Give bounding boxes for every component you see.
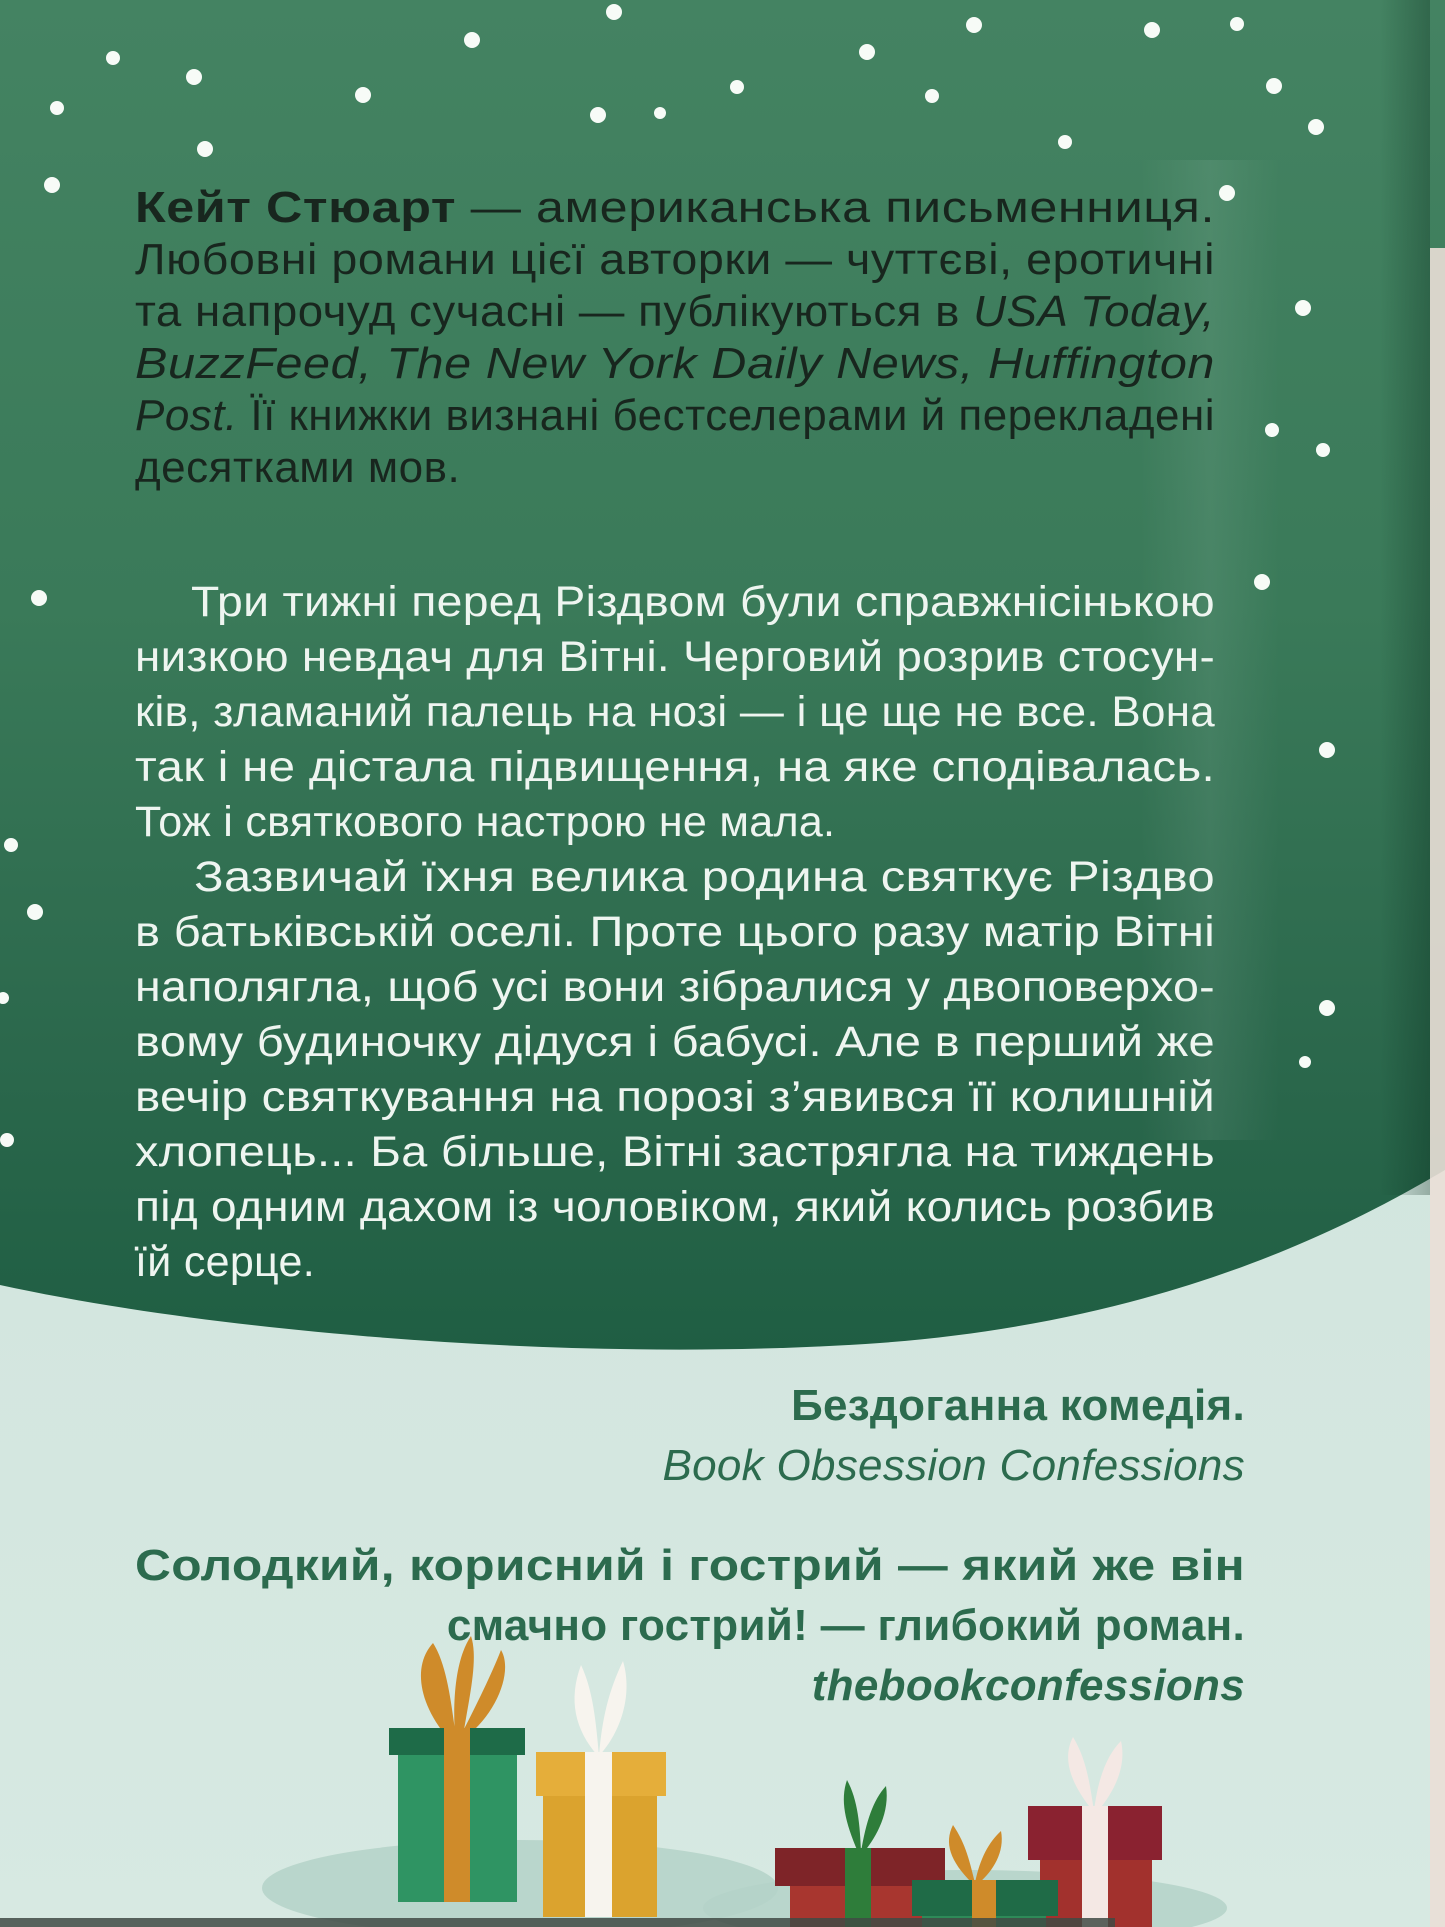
snow-dot xyxy=(106,51,120,65)
text-line: хлопець... Ба більше, Вітні застрягла на тиждень xyxy=(135,1128,1215,1176)
snow-dot xyxy=(1299,1056,1311,1068)
review-quote-1 xyxy=(135,1376,1245,1496)
text-line: смачно гострий! — глибокий роман. xyxy=(446,1601,1245,1650)
gift-ribbon xyxy=(585,1752,612,1917)
snow-dot xyxy=(186,69,202,85)
snow-dot xyxy=(464,32,480,48)
text-line: Зазвичай їхня велика родина святкує Різдво xyxy=(194,853,1215,901)
snow-dot xyxy=(1308,119,1324,135)
text-line: BuzzFeed, The New York Daily News, Huffington xyxy=(135,339,1215,388)
text-line: вечір святкування на порозі з’явився її колишній xyxy=(135,1073,1215,1121)
text-line: та напрочуд сучасні — публікуються в USA Today, xyxy=(135,287,1215,336)
synopsis-paragraph-2 xyxy=(135,850,1215,1290)
text-line: так і не дістала підвищення, на яке сподівалась. xyxy=(135,743,1215,791)
text-line: Любовні романи цієї авторки — чуттєві, еротичні xyxy=(135,235,1215,284)
snow-dot xyxy=(1144,22,1160,38)
snow-dot xyxy=(1316,443,1330,457)
snow-dot xyxy=(859,44,875,60)
snow-dot xyxy=(966,17,982,33)
snow-dot xyxy=(1319,1000,1335,1016)
snow-dot xyxy=(1265,423,1279,437)
text-line: Post. Її книжки визнані бестселерами й перекладені xyxy=(135,391,1215,440)
snow-dot xyxy=(50,101,64,115)
author-bio xyxy=(135,182,1215,494)
snow-dot xyxy=(1266,78,1282,94)
snow-dot xyxy=(1254,574,1270,590)
review-quote-2 xyxy=(135,1536,1245,1716)
text-line: десятками мов. xyxy=(135,443,461,492)
text-line: ків, зламаний палець на нозі — і це ще не все. Вона xyxy=(135,688,1215,736)
bottom-edge-strip xyxy=(0,1918,1115,1927)
text-line: Три тижні перед Різдвом були справжнісінькою xyxy=(191,578,1215,626)
snow-dot xyxy=(4,838,18,852)
snow-dot xyxy=(1219,185,1235,201)
snow-dot xyxy=(730,80,744,94)
text-line: Book Obsession Confessions xyxy=(662,1441,1245,1490)
snow-dot xyxy=(590,107,606,123)
snow-dot xyxy=(355,87,371,103)
right-edge-shade xyxy=(1380,0,1430,1195)
snow-dot xyxy=(27,904,43,920)
snow-dot xyxy=(197,141,213,157)
snow-dot xyxy=(0,1133,14,1147)
gift-ribbon xyxy=(1082,1806,1108,1927)
text-line: їй серце. xyxy=(135,1238,315,1286)
gift-ribbon xyxy=(845,1848,871,1927)
gift-ribbon xyxy=(444,1728,470,1902)
snow-dot xyxy=(925,89,939,103)
snow-dot xyxy=(1058,135,1072,149)
snow-dot xyxy=(606,4,622,20)
page-edge-strip xyxy=(1430,248,1445,1927)
text-line: Тож і святкового настрою не мала. xyxy=(135,798,836,846)
synopsis-paragraph-1 xyxy=(135,575,1215,850)
text-line: під одним дахом із чоловіком, який колись розбив xyxy=(135,1183,1215,1231)
snow-dot xyxy=(1230,17,1244,31)
text-line: Солодкий, корисний і гострий — який же він xyxy=(135,1541,1245,1590)
text-line: в батьківській оселі. Проте цього разу матір Вітні xyxy=(135,908,1215,956)
text-line: Бездоганна комедія. xyxy=(791,1381,1245,1430)
text-line: наполягла, щоб усі вони зібралися у двоповерхо- xyxy=(135,963,1215,1011)
text-line: вому будиночку дідуся і бабусі. Але в перший же xyxy=(135,1018,1215,1066)
snow-dot xyxy=(31,590,47,606)
text-line: Кейт Стюарт — американська письменниця. xyxy=(135,183,1215,232)
snow-dot xyxy=(1319,742,1335,758)
snow-dot xyxy=(44,177,60,193)
snow-dot xyxy=(1295,300,1311,316)
text-line: низкою невдач для Вітні. Черговий розрив стосун- xyxy=(135,633,1215,681)
snow-dot xyxy=(654,107,666,119)
text-line: thebookconfessions xyxy=(811,1661,1245,1710)
